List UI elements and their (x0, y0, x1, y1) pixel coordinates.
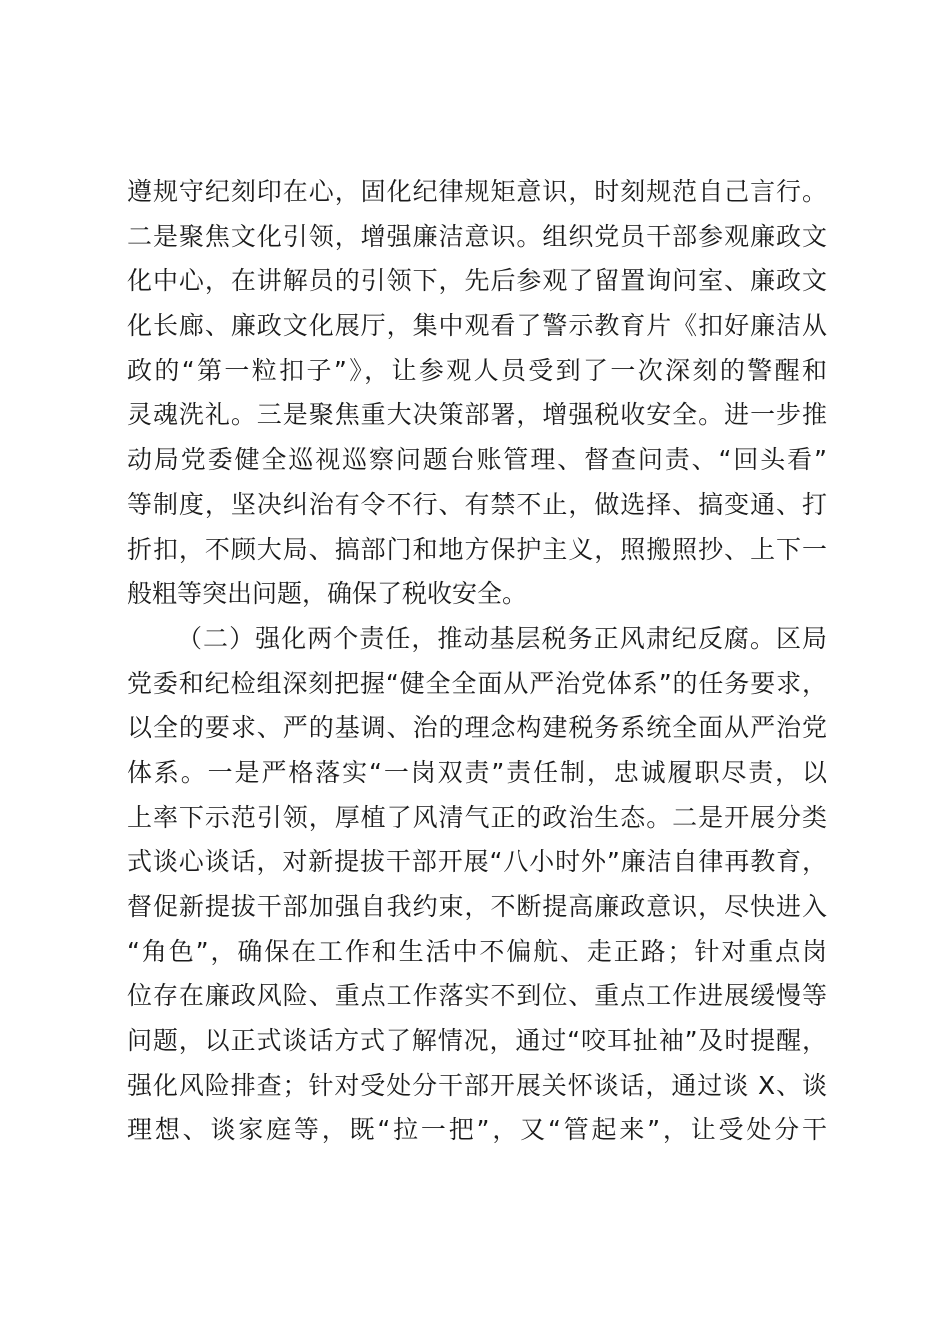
text-line: 等制度，坚决纠治有令不行、有禁不止，做选择、搞变通、打 (127, 489, 827, 519)
text-line: 灵魂洗礼。三是聚焦重大决策部署，增强税收安全。进一步推 (127, 400, 827, 430)
text-line: 遵规守纪刻印在心，固化纪律规矩意识，时刻规范自己言行。 (127, 177, 827, 206)
text-line: 以全的要求、严的基调、治的理念构建税务系统全面从严治党 (127, 713, 827, 743)
text-line: 体系。一是严格落实“一岗双责”责任制，忠诚履职尽责，以 (127, 757, 827, 787)
text-line: 党委和纪检组深刻把握“健全全面从严治党体系”的任务要求， (127, 668, 827, 698)
text-line: 问题，以正式谈话方式了解情况，通过“咬耳扯袖”及时提醒， (127, 1026, 827, 1056)
text-line: 般粗等突出问题，确保了税收安全。 (127, 579, 528, 609)
text-line: 动局党委健全巡视巡察问题台账管理、督查问责、“回头看” (127, 445, 827, 475)
text-line: 二是聚焦文化引领，增强廉洁意识。组织党员干部参观廉政文 (127, 221, 827, 251)
text-line: 位存在廉政风险、重点工作落实不到位、重点工作进展缓慢等 (127, 981, 827, 1011)
text-line: 督促新提拔干部加强自我约束，不断提高廉政意识，尽快进入 (127, 892, 827, 921)
text-line: 上率下示范引领，厚植了风清气正的政治生态。二是开展分类 (127, 802, 827, 832)
text-line: 强化风险排查；针对受处分干部开展关怀谈话，通过谈 X、谈 (127, 1070, 827, 1100)
text-line: 折扣，不顾大局、搞部门和地方保护主义，照搬照抄、上下一 (127, 534, 827, 564)
text-line: 理想、谈家庭等，既“拉一把”，又“管起来”，让受处分干 (127, 1115, 827, 1145)
text-line: 政的“第一粒扣子”》，让参观人员受到了一次深刻的警醒和 (127, 355, 827, 385)
section-heading-line: （二）强化两个责任，推动基层税务正风肃纪反腐。区局 (177, 623, 827, 653)
text-line: “角色”，确保在工作和生活中不偏航、走正路；针对重点岗 (127, 936, 827, 966)
text-line: 化长廊、廉政文化展厅，集中观看了警示教育片《扣好廉洁从 (127, 311, 827, 341)
body-text (127, 170, 827, 1153)
text-line: 化中心，在讲解员的引领下，先后参观了留置询问室、廉政文 (127, 266, 827, 296)
text-line: 式谈心谈话，对新提拔干部开展“八小时外”廉洁自律再教育， (127, 847, 827, 877)
